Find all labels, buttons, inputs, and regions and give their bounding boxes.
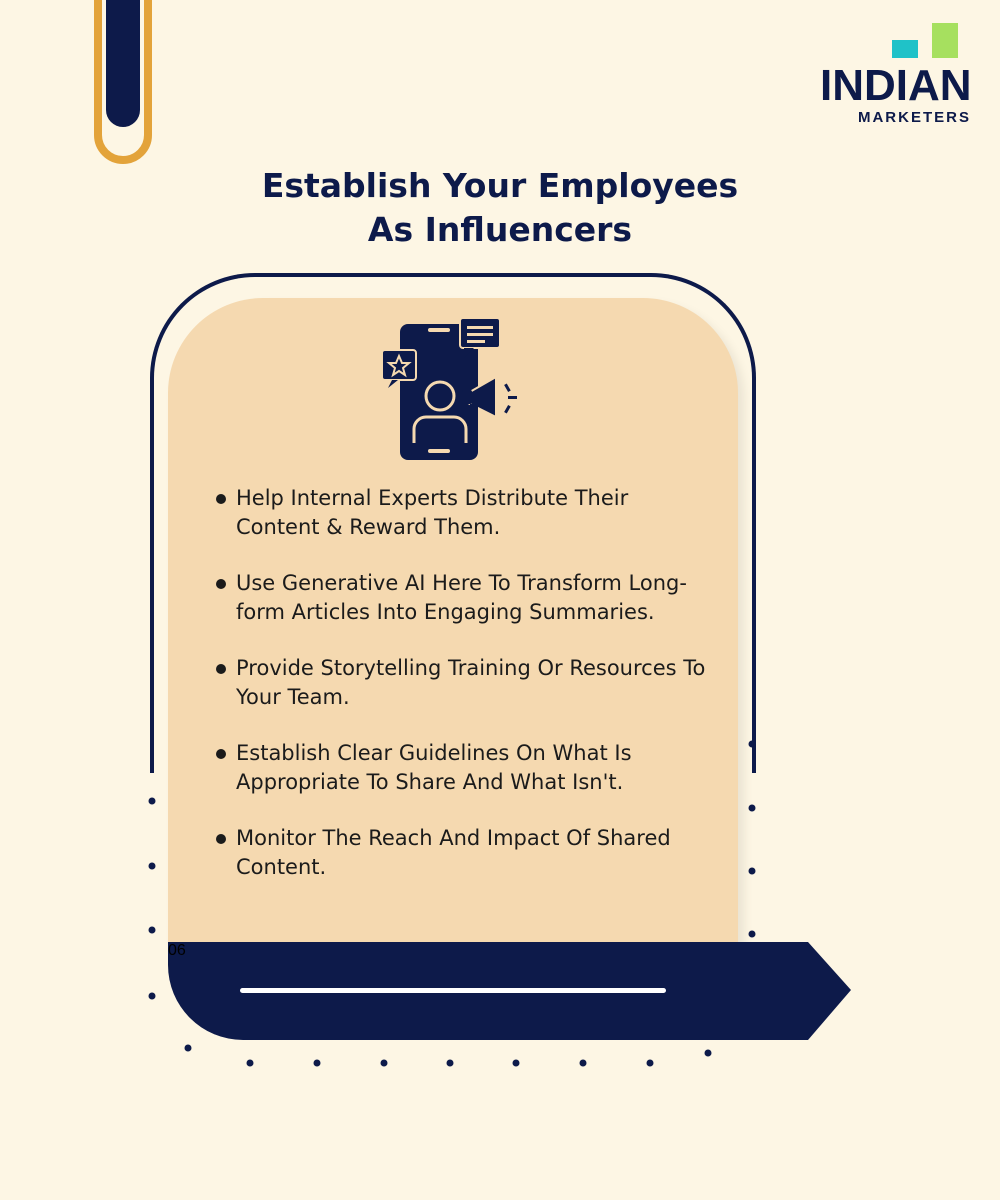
page-number: 06 xyxy=(168,942,186,959)
page-title xyxy=(0,164,1000,252)
bullet-dot xyxy=(216,834,226,844)
tips-list xyxy=(210,484,710,909)
logo-tagline: MARKETERS xyxy=(857,109,971,126)
bullet-dot xyxy=(216,579,226,589)
logo-teal-square xyxy=(892,40,918,58)
list-item-text: Monitor The Reach And Impact Of Shared Content. xyxy=(236,826,671,879)
list-item-text: Establish Clear Guidelines On What Is Appropriate To Share And What Isn't. xyxy=(236,741,632,794)
phone-influencer-megaphone-icon xyxy=(380,318,525,463)
bullet-dot xyxy=(216,749,226,759)
list-item-text: Use Generative AI Here To Transform Long-form Articles Into Engaging Summaries. xyxy=(236,571,687,624)
list-item xyxy=(210,569,710,627)
brand-logo xyxy=(820,20,975,130)
list-item xyxy=(210,654,710,712)
logo-green-square xyxy=(932,23,958,58)
logo-wordmark: INDIAN xyxy=(820,61,972,110)
bullet-dot xyxy=(216,664,226,674)
list-item xyxy=(210,739,710,797)
list-item xyxy=(210,484,710,542)
bullet-dot xyxy=(216,494,226,504)
page-number-banner xyxy=(168,942,853,1042)
list-item xyxy=(210,824,710,882)
list-item-text: Provide Storytelling Training Or Resources To Your Team. xyxy=(236,656,706,709)
title-line-1: Establish Your Employees xyxy=(261,166,739,205)
list-item-text: Help Internal Experts Distribute Their Content & Reward Them. xyxy=(236,486,629,539)
title-line-2: As Influencers xyxy=(367,210,633,249)
paper-clip-icon xyxy=(92,0,154,170)
